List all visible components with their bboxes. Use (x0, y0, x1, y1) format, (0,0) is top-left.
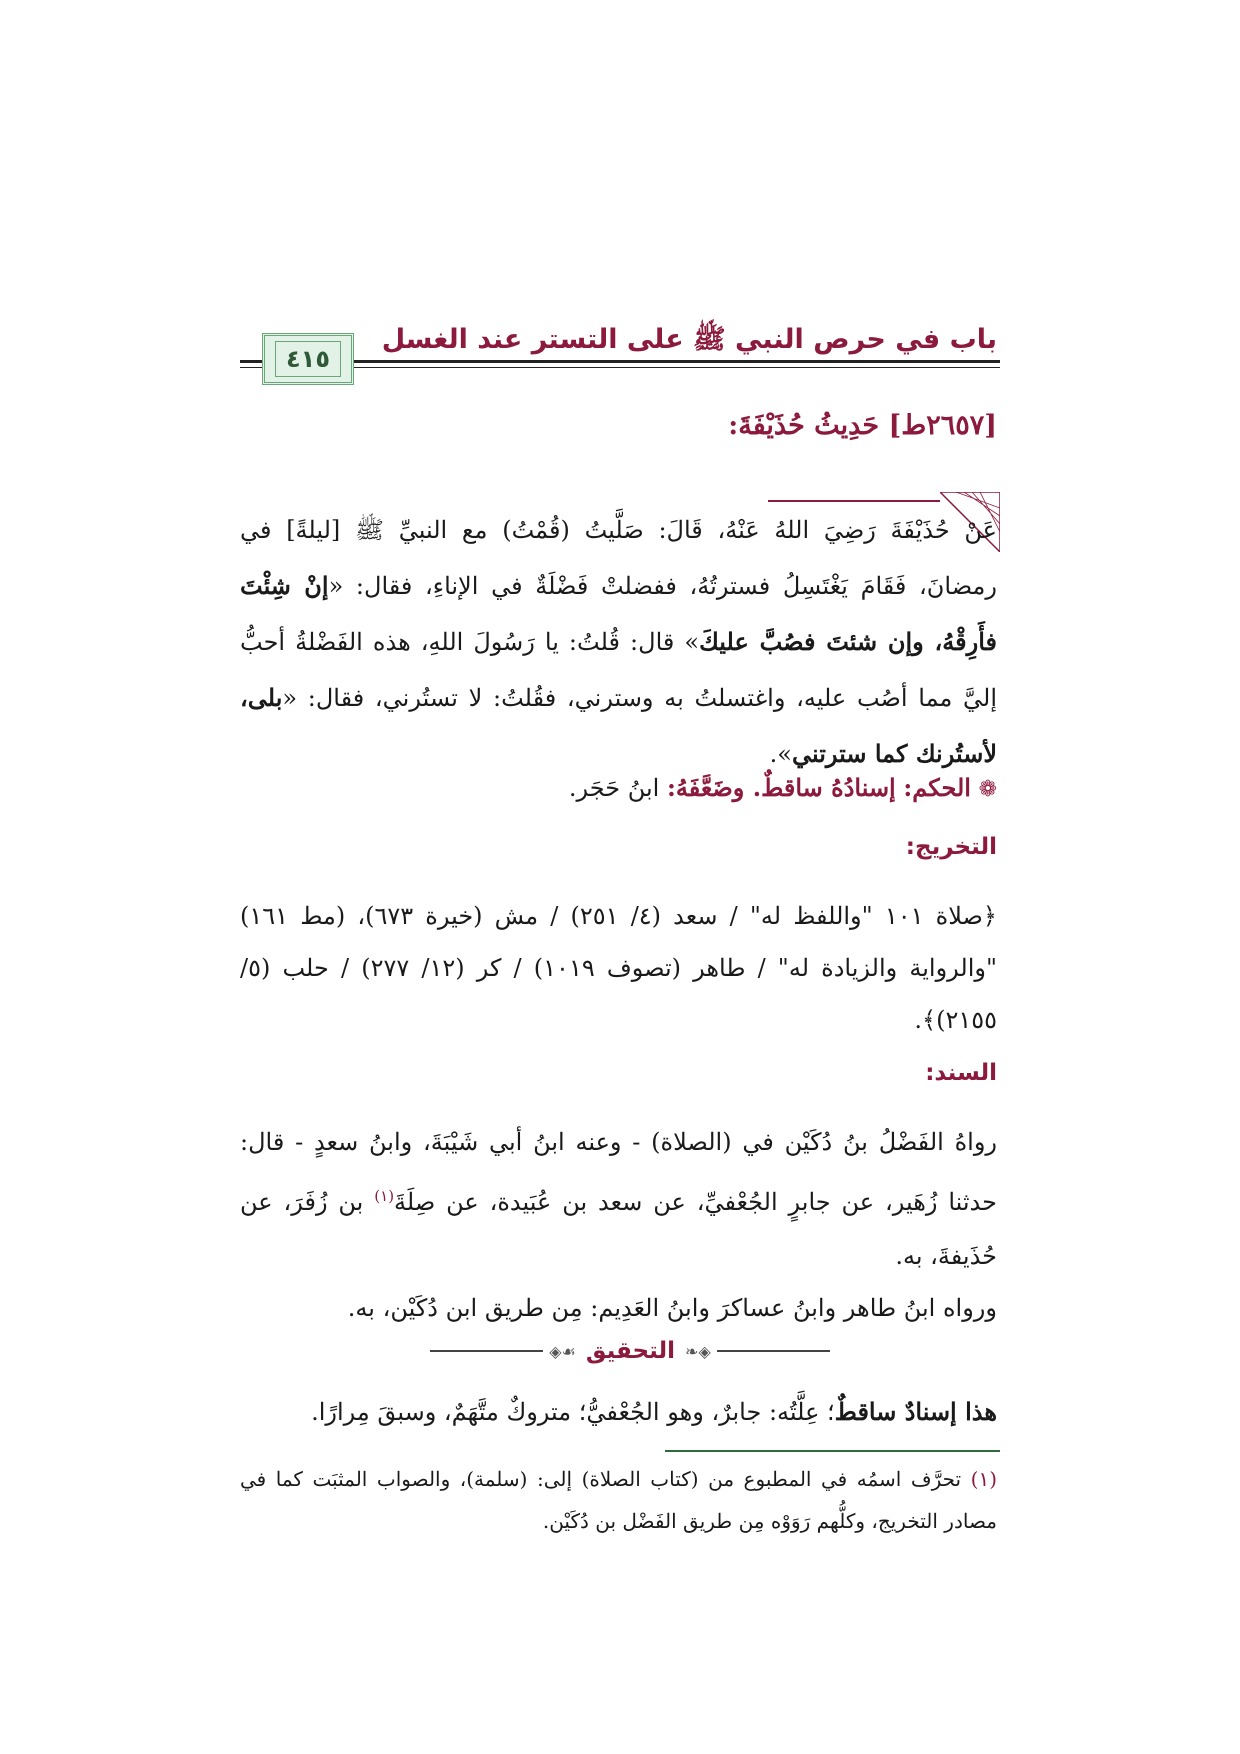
ruling-verdict: إسنادُهُ ساقطٌ. وضَعَّفَهُ: (666, 773, 896, 802)
hadith-quote-2: بلى، لأستُرنك كما سترتني (240, 683, 997, 768)
ruling-line (569, 773, 997, 802)
footnote-separator (665, 1450, 1000, 1452)
page-number-badge (262, 333, 354, 385)
tahqiq-label: التحقيق (585, 1338, 676, 1364)
flower-icon: ❁ (978, 777, 997, 802)
ornament-icon: ☙◈ (549, 1341, 576, 1361)
header-rule-bottom (240, 367, 1000, 368)
sanad-label: السند: (925, 1060, 997, 1086)
chapter-title: باب في حرص النبي ﷺ على التستر عند الغسل (381, 324, 997, 355)
hadith-quote-1: إنْ شِئْتَ فأَرِقْهُ، وإن شئتَ فصُبَّ عليكَ (240, 571, 997, 656)
ruling-label: الحكم: (903, 773, 971, 802)
hadith-text: عَنْ حُذَيْفَةَ رَضِيَ اللهُ عَنْهُ، قَالَ: صَلَّيتُ (قُمْتُ) مع النبيِّ ﷺ [ليلةً] في رمضانَ، فَقَامَ يَغْتَسِلُ فسترتُهُ، ففضلتْ فَضْلَةٌ في الإناءِ، فقال: «إنْ شِئْتَ فأَرِقْهُ، وإن شئتَ فصُبَّ عليكَ» قال: قُلتُ: يا رَسُولَ اللهِ، هذه الفَضْلةُ أحبُّ إليَّ مما أصُب عليه، واغتسلتُ به وسترني، فقُلتُ: لا تستُرني، فقال: «بلى، لأستُرنك كما سترتني». (240, 516, 997, 768)
sanad-paragraph-1: رواهُ الفَضْلُ بنُ دُكَيْن في (الصلاة) - وعنه ابنُ أبي شَيْبَةَ، وابنُ سعدٍ - قال: حدثنا زُهَير، عن جابرٍ الجُعْفيِّ، عن سعد بن عُبَيدة، عن صِلَةَ$^{(١)}$ بن زُفَرَ، عن حُذَيفةَ، به. (240, 1128, 997, 1270)
takhrij-text: ﴿صلاة ١٠١ "واللفظ له" / سعد (٤/ ٢٥١) / مش (خيرة ٦٧٣)، (مط ١٦١) "والرواية والزيادة له" / طاهر (تصوف ١٠١٩) / كر (١٢/ ٢٧٧) / حلب (٥/ ٢١٥٥)﴾. (240, 902, 998, 1034)
hadith-heading: [٢٦٥٧ط] حَدِيثُ حُذَيْفَةَ: (728, 410, 997, 441)
footnote-number: (١) (970, 1467, 997, 1491)
footnote-ref: (١) (374, 1187, 395, 1205)
page-number: ٤١٥ (275, 341, 341, 377)
tahqiq-divider (430, 1336, 830, 1366)
sanad-paragraph-2: ورواه ابنُ طاهر وابنُ عساكرَ وابنُ العَدِيم: مِن طريق ابن دُكَيْن، به. (347, 1294, 997, 1322)
tahqiq-text: هذا إسنادٌ ساقطٌ؛ عِلَّتُه: جابرٌ، وهو الجُعْفيُّ؛ متروكٌ متَّهَمٌ، وسبقَ مِرارًا. (311, 1397, 997, 1426)
ornament-icon: ◈❧ (685, 1341, 711, 1361)
footnote: (١) تحرَّف اسمُه في المطبوع من (كتاب الصلاة) إلى: (سلمة)، والصواب المثبَت كما في مصادر التخريج، وكلُّهم رَوَوْه مِن طريق الفَضْل بن دُكَيْن. (240, 1467, 997, 1533)
ruling-by: ابنُ حَجَر. (568, 774, 660, 802)
header-rule-top (240, 360, 1000, 363)
takhrij-label: التخريج: (905, 834, 997, 860)
